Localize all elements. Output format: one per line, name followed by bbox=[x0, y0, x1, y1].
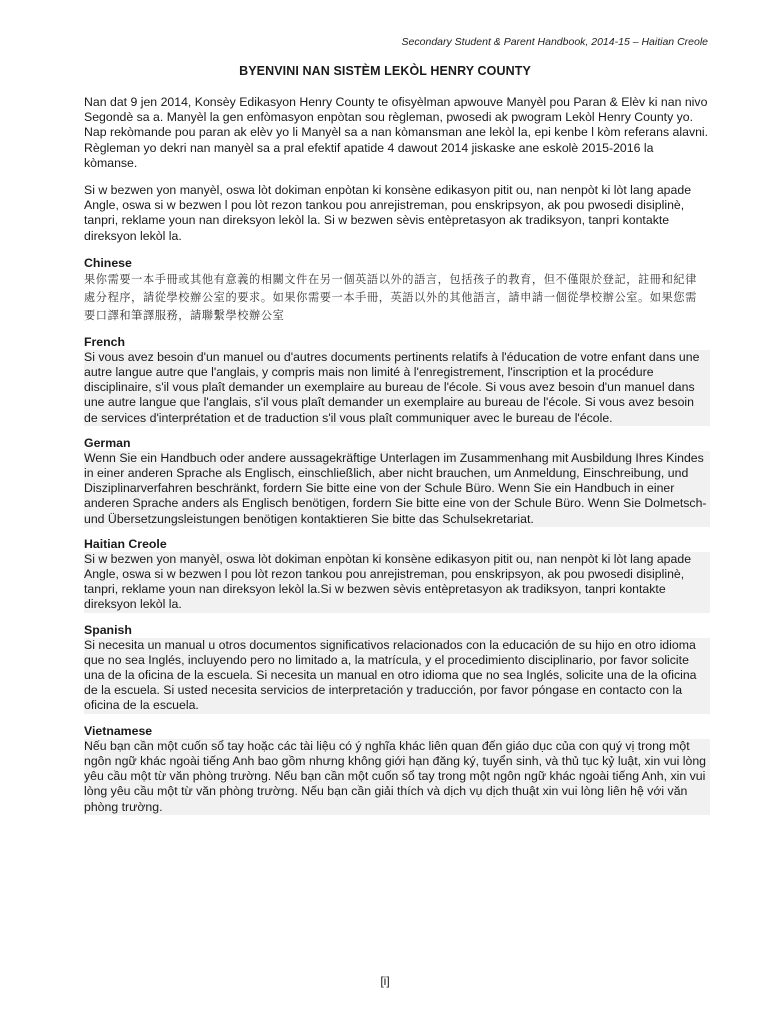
section-body-haitian-creole: Si w bezwen yon manyèl, oswa lòt dokiman enpòtan ki konsène edikasyon pitit ou, nan nenpòt ki lòt lang apade Angle, oswa si w bezwen l pou lòt rezon tankou pou anrejistreman, pou enskripsyon, ak pou pwosedi disiplinè, tanpri, reklame youn nan direksyon lekòl la.Si w bezwen sèvis entèpretasyon ak tradiksyon, tanpri kontakte direksyon lekòl la. bbox=[84, 552, 710, 613]
section-heading-spanish: Spanish bbox=[84, 622, 132, 637]
section-body-chinese: 果你需要一本手冊或其他有意義的相關文件在另一個英語以外的語言，包括孩子的教育，但不僅限於登記，註冊和紀律處分程序，請從學校辦公室的要求。如果你需要一本手冊，英語以外的其他語言，請申請一個從學校辦公室。如果您需要口譯和筆譯服務，請聯繫學校辦公室 bbox=[84, 271, 710, 325]
section-haitian-creole bbox=[84, 537, 710, 613]
intro-paragraph-1: Nan dat 9 jen 2014, Konsèy Edikasyon Henry County te ofisyèlman apwouve Manyèl pou Paran & Elèv ki nan nivo Segondè sa a. Manyèl la gen enfòmasyon enpòtan sou règleman, pwosedi ak pwogram Lekòl Henry County yo. Nap rekòmande pou paran ak elèv yo li Manyèl sa a nan kòmansman ane lekòl la, epi kenbe l kòm referans alavni. Règleman yo dekri nan manyèl sa a pral efektif apatide 4 dawout 2014 jiskaske ane eskolè 2015-2016 la kòmanse. bbox=[84, 95, 709, 170]
section-body-german: Wenn Sie ein Handbuch oder andere aussagekräftige Unterlagen im Zusammenhang mit Ausbildung Ihres Kindes in einer anderen Sprache als Englisch, einschließlich, aber nicht brauchen, um Anmeldung, Einschreibung, und Disziplinarverfahren beschränkt, fordern Sie bitte eine von der Schule Büro. Wenn Sie ein Handbuch in einer anderen Sprache anders als Englisch benötigen, fordern Sie bitte eine von der Schule Büro. Wenn Sie Dolmetsch-und Übersetzungsleistungen benötigen kontaktieren Sie bitte das Schulsekretariat. bbox=[84, 451, 710, 527]
section-body-vietnamese: Nếu bạn cần một cuốn sổ tay hoặc các tài liệu có ý nghĩa khác liên quan đến giáo dục của con quý vị trong một ngôn ngữ khác ngoài tiếng Anh bao gồm nhưng không giới hạn đăng ký, tuyển sinh, và thủ tục kỷ luật, xin vui lòng yêu cầu một từ văn phòng trường. Nếu bạn cần một cuốn sổ tay trong một ngôn ngữ khác ngoài tiếng Anh, xin vui lòng yêu cầu một từ văn phòng trường. Nếu bạn cần giải thích và dịch vụ dịch thuật xin vui lòng liên hệ với văn phòng trường. bbox=[84, 739, 710, 815]
section-heading-french: French bbox=[84, 334, 125, 349]
section-heading-vietnamese: Vietnamese bbox=[84, 723, 153, 738]
document-title: BYENVINI NAN SISTÈM LEKÒL HENRY COUNTY bbox=[239, 64, 531, 78]
handbook-header-note: Secondary Student & Parent Handbook, 2014-15 – Haitian Creole bbox=[401, 36, 708, 48]
section-vietnamese bbox=[84, 724, 710, 815]
section-german bbox=[84, 436, 710, 527]
section-french bbox=[84, 335, 710, 426]
section-heading-chinese: Chinese bbox=[84, 255, 132, 270]
intro-paragraph-2: Si w bezwen yon manyèl, oswa lòt dokiman enpòtan ki konsène edikasyon pitit ou, nan nenpòt ki lòt lang apade Angle, oswa si w bezwen l pou lòt rezon tankou pou anrejistreman, pou enskripsyon, ak pou pwosedi disiplinè, tanpri, reklame youn nan direksyon lekòl la. Si w bezwen sèvis entèpretasyon ak tradiksyon, tanpri kontakte direksyon lekòl la. bbox=[84, 183, 692, 243]
section-heading-haitian-creole: Haitian Creole bbox=[84, 536, 167, 551]
document-body bbox=[84, 95, 710, 825]
section-chinese bbox=[84, 256, 710, 325]
section-body-french: Si vous avez besoin d'un manuel ou d'autres documents pertinents relatifs à l'éducation de votre enfant dans une autre langue autre que l'anglais, y compris mais non limité à l'enregistrement, l'inscription et la procédure disciplinaire, s'il vous plaît demander un exemplaire au bureau de l'école. Si vous avez besoin d'un manuel dans une autre langue que l'anglais, s'il vous plaît demander un exemplaire au bureau de l'école. Si vous avez besoin de services d'interprétation et de traduction s'il vous plaît communiquer avec le bureau de l'école. bbox=[84, 350, 710, 426]
section-spanish bbox=[84, 623, 710, 714]
section-heading-german: German bbox=[84, 435, 131, 450]
section-body-spanish: Si necesita un manual u otros documentos significativos relacionados con la educación de su hijo en otro idioma que no sea Inglés, incluyendo pero no limitado a, la matrícula, y el procedimiento disciplinario, por favor solicite una de la oficina de la escuela. Si necesita un manual en otro idioma que no sea Inglés, solicite una de la oficina de la escuela. Si usted necesita servicios de interpretación y traducción, por favor póngase en contacto con la oficina de la escuela. bbox=[84, 638, 710, 714]
page-number: [i] bbox=[380, 974, 390, 988]
